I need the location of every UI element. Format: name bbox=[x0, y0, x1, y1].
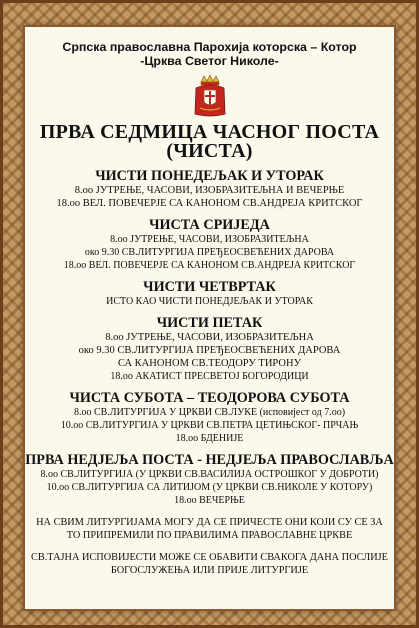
schedule-line: 18.оо ВЕЛ. ПОВЕЧЕРЈЕ СА КАНОНОМ СВ.АНДРЕЈА КРИТСКОГ bbox=[56, 198, 363, 209]
schedule-line: 18.оо АКАТИСТ ПРЕСВЕТОЈ БОГОРОДИЦИ bbox=[110, 371, 309, 382]
title-line-2: (ЧИСТА) bbox=[166, 140, 253, 162]
notice-sheet bbox=[23, 25, 396, 611]
section-title: ЧИСТИ ПОНЕДЕЉАК И УТОРАК bbox=[95, 168, 324, 184]
section-sunday-of-orthodoxy bbox=[23, 452, 396, 507]
section-title: ПРВА НЕДЈЕЉА ПОСТА - НЕДЈЕЉА ПРАВОСЛАВЉА bbox=[25, 452, 394, 468]
schedule-line: 8.оо СВ.ЛИТУРГИЈА (У ЦРКВИ СВ.ВАСИЛИЈА ОСТРОШКОГ У ДОБРОТИ) bbox=[40, 469, 379, 480]
section-title: ЧИСТИ ПЕТАК bbox=[156, 315, 263, 331]
schedule-line: 8.оо ЈУТРЕЊЕ, ЧАСОВИ, ИЗОБРАЗИТЕЉНА bbox=[105, 332, 314, 343]
section-clean-saturday bbox=[23, 390, 396, 445]
title-line-1: ПРВА СЕДМИЦА ЧАСНОГ ПОСТА bbox=[39, 121, 380, 143]
page-title bbox=[23, 123, 396, 161]
section-clean-friday bbox=[23, 315, 396, 383]
schedule-line: 18.оо БДЕНИЈЕ bbox=[175, 433, 244, 444]
section-title: ЧИСТА СРИЈЕДА bbox=[149, 217, 270, 233]
section-clean-monday-tuesday bbox=[23, 168, 396, 210]
schedule-line: 8.оо ЈУТРЕЊЕ, ЧАСОВИ, ИЗОБРАЗИТЕЉНА bbox=[110, 234, 309, 245]
section-title: ЧИСТИ ЧЕТВРТАК bbox=[143, 279, 276, 295]
parish-header bbox=[23, 25, 396, 68]
schedule-line: 18.оо ВЕЛ. ПОВЕЧЕРЈЕ СА КАНОНОМ СВ.АНДРЕЈА КРИТСКОГ bbox=[63, 260, 356, 271]
section-title: ЧИСТА СУБОТА – ТЕОДОРОВА СУБОТА bbox=[69, 390, 350, 406]
schedule-line: 10.оо СВ.ЛИТУРГИЈА СА ЛИТИЈОМ (У ЦРКВИ СВ.НИКОЛЕ У КОТОРУ) bbox=[46, 482, 373, 493]
schedule-line: СА КАНОНОМ СВ.ТЕОДОРУ ТИРОНУ bbox=[117, 358, 302, 369]
schedule-line: 18.оо ВЕЧЕРЊЕ bbox=[174, 495, 245, 506]
section-clean-thursday bbox=[23, 279, 396, 308]
church-name: -Црква Светог Николе- bbox=[140, 54, 279, 68]
church-coat-of-arms-icon bbox=[192, 74, 228, 118]
schedule-line: 8.оо ЈУТРЕЊЕ, ЧАСОВИ, ИЗОБРАЗИТЕЉНА И ВЕЧЕРЊЕ bbox=[74, 185, 345, 196]
communion-note: НА СВИМ ЛИТУРГИЈАМА МОГУ ДА СЕ ПРИЧЕСТЕ ОНИ КОЈИ СУ СЕ ЗА ТО ПРИПРЕМИЛИ ПО ПРАВИЛИМА ПРАВОСЛАВНЕ ЦРКВЕ bbox=[36, 517, 383, 541]
schedule-line: 10.оо СВ.ЛИТУРГИЈА У ЦРКВИ СВ.ПЕТРА ЦЕТИЊСКОГ- ПРЧАЊ bbox=[60, 420, 359, 431]
parish-name: Српска православна Парохија которска – Котор bbox=[62, 40, 357, 54]
confession-note: СВ.ТАЈНА ИСПОВИЈЕСТИ МОЖЕ СЕ ОБАВИТИ СВАКОГА ДАНА ПОСЛИЈЕ БОГОСЛУЖЕЊА ИЛИ ПРИЈЕ ЛИТУРГИЈЕ bbox=[31, 552, 388, 576]
schedule-line: ИСТО КАО ЧИСТИ ПОНЕДЈЕЉАК И УТОРАК bbox=[106, 296, 313, 307]
schedule-line: око 9.30 СВ.ЛИТУРГИЈА ПРЕЂЕОСВЕЋЕНИХ ДАРОВА bbox=[84, 247, 335, 258]
schedule-line: око 9.30 СВ.ЛИТУРГИЈА ПРЕЂЕОСВЕЋЕНИХ ДАРОВА bbox=[78, 345, 341, 356]
schedule-line: 8.оо СВ.ЛИТУРГИЈА У ЦРКВИ СВ.ЛУКЕ (исповијест од 7.оо) bbox=[73, 407, 346, 418]
section-clean-wednesday bbox=[23, 217, 396, 272]
